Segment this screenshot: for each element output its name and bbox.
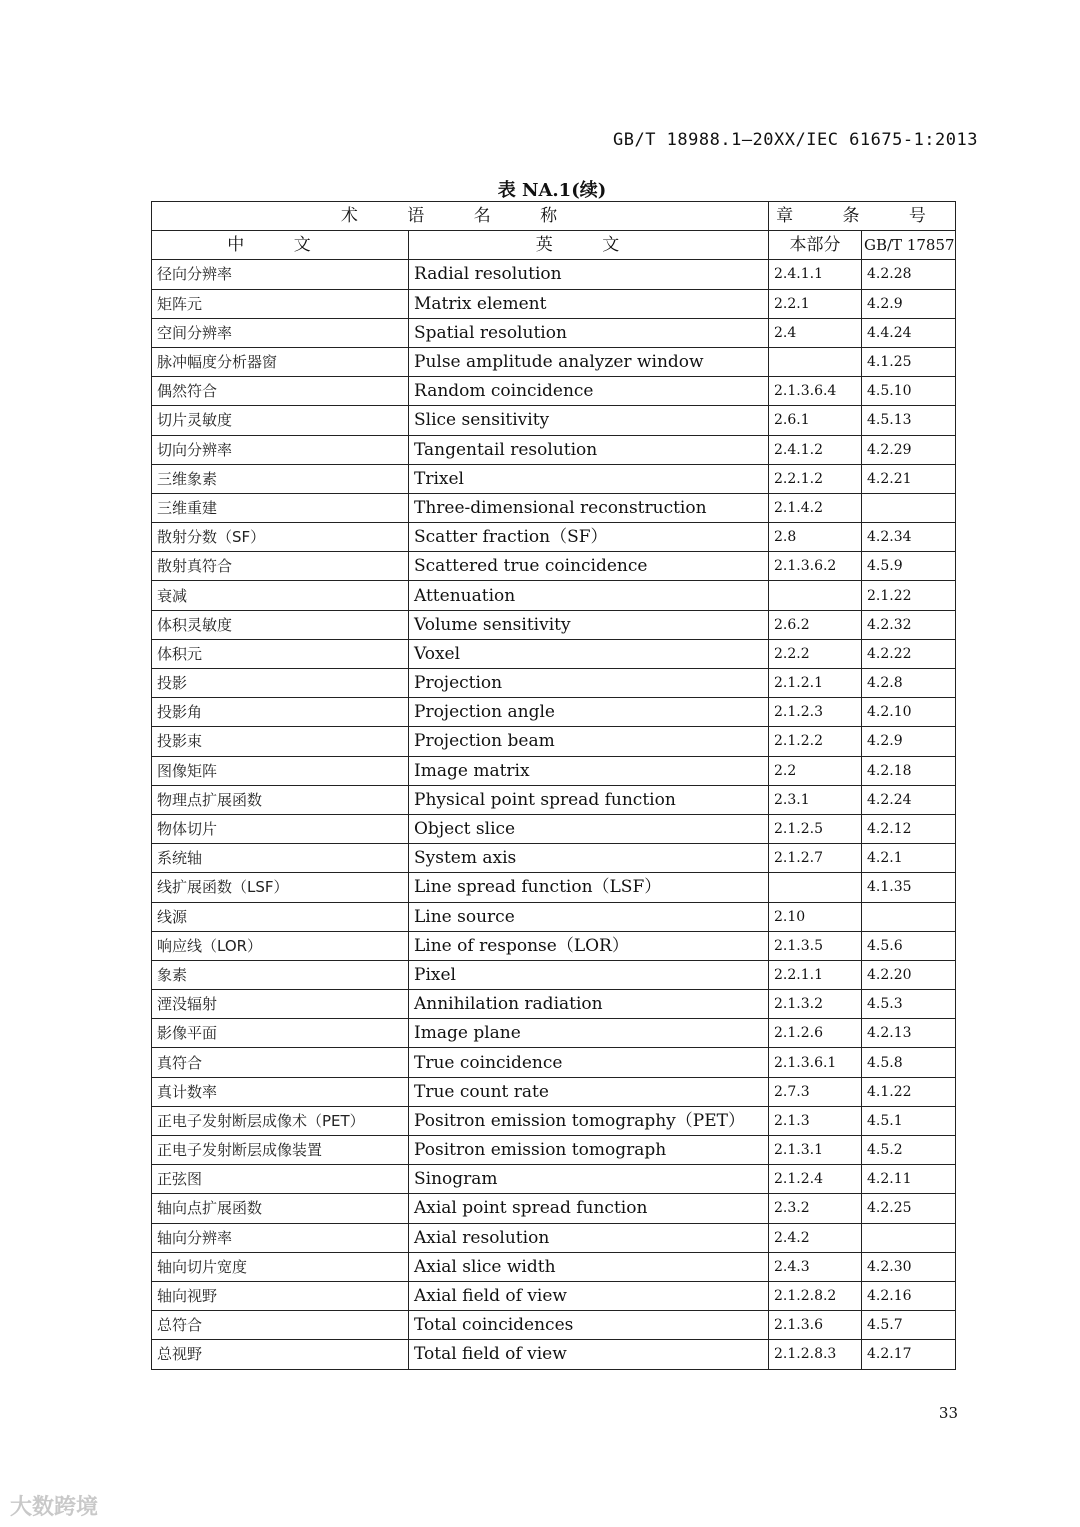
clause-gbt-17857: 4.2.18 [862, 756, 956, 785]
clause-this-part: 2.4.1.1 [769, 260, 862, 289]
header-clause-numbers: 章 条 号 [769, 202, 956, 231]
header-english: 英 文 [409, 231, 769, 260]
term-chinese: 正弦图 [152, 1165, 409, 1194]
clause-this-part: 2.4 [769, 318, 862, 347]
clause-gbt-17857: 4.2.9 [862, 289, 956, 318]
term-english: Random coincidence [409, 377, 769, 406]
table-row [152, 347, 956, 376]
term-chinese: 正电子发射断层成像装置 [152, 1136, 409, 1165]
term-chinese: 影像平面 [152, 1019, 409, 1048]
table-row [152, 552, 956, 581]
term-english: Pulse amplitude analyzer window [409, 347, 769, 376]
table-row [152, 435, 956, 464]
table-row [152, 1194, 956, 1223]
clause-gbt-17857: 4.5.10 [862, 377, 956, 406]
table-row [152, 639, 956, 668]
term-english: Positron emission tomograph [409, 1136, 769, 1165]
term-english: Spatial resolution [409, 318, 769, 347]
clause-this-part: 2.1.3.2 [769, 990, 862, 1019]
clause-gbt-17857 [862, 902, 956, 931]
clause-gbt-17857: 4.2.9 [862, 727, 956, 756]
term-english: Axial field of view [409, 1281, 769, 1310]
clause-this-part: 2.7.3 [769, 1077, 862, 1106]
term-chinese: 三维重建 [152, 493, 409, 522]
clause-this-part: 2.4.1.2 [769, 435, 862, 464]
term-english: Trixel [409, 464, 769, 493]
clause-gbt-17857: 4.2.17 [862, 1340, 956, 1369]
header-this-part: 本部分 [769, 231, 862, 260]
clause-this-part [769, 873, 862, 902]
clause-this-part: 2.4.3 [769, 1252, 862, 1281]
clause-gbt-17857: 4.5.2 [862, 1136, 956, 1165]
clause-this-part: 2.1.4.2 [769, 493, 862, 522]
clause-this-part: 2.2.1.1 [769, 960, 862, 989]
term-chinese: 三维象素 [152, 464, 409, 493]
clause-gbt-17857: 4.4.24 [862, 318, 956, 347]
table-title: 表 NA.1(续) [497, 180, 607, 201]
clause-gbt-17857: 4.2.10 [862, 698, 956, 727]
table-row [152, 464, 956, 493]
term-english: Image plane [409, 1019, 769, 1048]
table-row [152, 902, 956, 931]
table-row [152, 698, 956, 727]
term-english: Tangentail resolution [409, 435, 769, 464]
term-chinese: 投影束 [152, 727, 409, 756]
term-english: Pixel [409, 960, 769, 989]
clause-gbt-17857: 4.2.20 [862, 960, 956, 989]
term-chinese: 轴向切片宽度 [152, 1252, 409, 1281]
clause-this-part: 2.2 [769, 756, 862, 785]
term-chinese: 真符合 [152, 1048, 409, 1077]
clause-gbt-17857: 4.2.16 [862, 1281, 956, 1310]
term-chinese: 物理点扩展函数 [152, 785, 409, 814]
clause-gbt-17857: 4.1.22 [862, 1077, 956, 1106]
clause-gbt-17857: 4.2.24 [862, 785, 956, 814]
clause-this-part: 2.1.3.6.2 [769, 552, 862, 581]
table-row [152, 873, 956, 902]
term-english: System axis [409, 844, 769, 873]
term-english: Voxel [409, 639, 769, 668]
table-row [152, 1048, 956, 1077]
term-english: Image matrix [409, 756, 769, 785]
clause-gbt-17857: 4.5.6 [862, 931, 956, 960]
term-chinese: 轴向视野 [152, 1281, 409, 1310]
table-row [152, 785, 956, 814]
clause-gbt-17857: 4.5.9 [862, 552, 956, 581]
term-english: Line spread function（LSF） [409, 873, 769, 902]
clause-this-part: 2.1.2.7 [769, 844, 862, 873]
clause-gbt-17857: 4.2.34 [862, 523, 956, 552]
clause-this-part: 2.1.3.6.4 [769, 377, 862, 406]
clause-gbt-17857: 4.2.12 [862, 814, 956, 843]
table-row [152, 377, 956, 406]
table-row [152, 727, 956, 756]
term-english: Volume sensitivity [409, 610, 769, 639]
term-chinese: 空间分辨率 [152, 318, 409, 347]
term-english: Line source [409, 902, 769, 931]
table-row [152, 493, 956, 522]
clause-gbt-17857: 4.5.8 [862, 1048, 956, 1077]
term-chinese: 象素 [152, 960, 409, 989]
term-chinese: 矩阵元 [152, 289, 409, 318]
clause-gbt-17857 [862, 1223, 956, 1252]
header-gbt-17857: GB/T 17857 [862, 231, 956, 260]
clause-this-part: 2.1.2.8.3 [769, 1340, 862, 1369]
table-row [152, 1252, 956, 1281]
clause-this-part: 2.1.3.1 [769, 1136, 862, 1165]
clause-this-part: 2.4.2 [769, 1223, 862, 1252]
clause-gbt-17857: 4.1.25 [862, 347, 956, 376]
term-chinese: 投影角 [152, 698, 409, 727]
term-english: True count rate [409, 1077, 769, 1106]
clause-this-part: 2.8 [769, 523, 862, 552]
table-row [152, 669, 956, 698]
clause-this-part: 2.1.3 [769, 1106, 862, 1135]
term-english: Physical point spread function [409, 785, 769, 814]
clause-gbt-17857: 4.5.3 [862, 990, 956, 1019]
table-row [152, 318, 956, 347]
clause-this-part: 2.1.2.2 [769, 727, 862, 756]
term-english: Total field of view [409, 1340, 769, 1369]
term-english: Projection angle [409, 698, 769, 727]
table-row [152, 844, 956, 873]
term-english: Sinogram [409, 1165, 769, 1194]
clause-this-part: 2.3.1 [769, 785, 862, 814]
document-header-code: GB/T 18988.1—20XX/IEC 61675-1:2013 [613, 130, 978, 150]
clause-gbt-17857: 4.2.25 [862, 1194, 956, 1223]
clause-gbt-17857 [862, 493, 956, 522]
clause-gbt-17857: 4.2.22 [862, 639, 956, 668]
term-chinese: 湮没辐射 [152, 990, 409, 1019]
term-english: Object slice [409, 814, 769, 843]
term-english: Annihilation radiation [409, 990, 769, 1019]
clause-this-part: 2.1.2.1 [769, 669, 862, 698]
term-chinese: 图像矩阵 [152, 756, 409, 785]
table-row [152, 960, 956, 989]
term-english: Axial slice width [409, 1252, 769, 1281]
term-english: Projection beam [409, 727, 769, 756]
clause-gbt-17857: 4.2.8 [862, 669, 956, 698]
clause-gbt-17857: 4.2.30 [862, 1252, 956, 1281]
table-row [152, 610, 956, 639]
term-chinese: 系统轴 [152, 844, 409, 873]
term-chinese: 散射真符合 [152, 552, 409, 581]
term-english: Positron emission tomography（PET） [409, 1106, 769, 1135]
table-row [152, 814, 956, 843]
clause-gbt-17857: 4.2.29 [862, 435, 956, 464]
term-english: Attenuation [409, 581, 769, 610]
clause-this-part: 2.2.1 [769, 289, 862, 318]
table-row [152, 1311, 956, 1340]
clause-this-part: 2.3.2 [769, 1194, 862, 1223]
clause-this-part: 2.1.3.6.1 [769, 1048, 862, 1077]
clause-gbt-17857: 4.5.13 [862, 406, 956, 435]
clause-gbt-17857: 4.2.21 [862, 464, 956, 493]
term-chinese: 体积灵敏度 [152, 610, 409, 639]
clause-this-part: 2.2.1.2 [769, 464, 862, 493]
term-chinese: 脉冲幅度分析器窗 [152, 347, 409, 376]
clause-this-part: 2.1.2.6 [769, 1019, 862, 1048]
term-chinese: 轴向点扩展函数 [152, 1194, 409, 1223]
term-chinese: 总视野 [152, 1340, 409, 1369]
clause-this-part [769, 347, 862, 376]
clause-gbt-17857: 4.2.13 [862, 1019, 956, 1048]
table-row [152, 1019, 956, 1048]
term-english: Axial point spread function [409, 1194, 769, 1223]
term-chinese: 体积元 [152, 639, 409, 668]
table-row [152, 406, 956, 435]
term-english: Scatter fraction（SF） [409, 523, 769, 552]
term-english: True coincidence [409, 1048, 769, 1077]
table-header-row-2 [152, 231, 956, 260]
clause-gbt-17857: 4.5.7 [862, 1311, 956, 1340]
term-chinese: 衰减 [152, 581, 409, 610]
clause-gbt-17857: 4.1.35 [862, 873, 956, 902]
clause-this-part: 2.6.1 [769, 406, 862, 435]
clause-this-part: 2.6.2 [769, 610, 862, 639]
term-english: Radial resolution [409, 260, 769, 289]
term-chinese: 总符合 [152, 1311, 409, 1340]
header-chinese: 中 文 [152, 231, 409, 260]
clause-this-part: 2.1.3.5 [769, 931, 862, 960]
table-header-row-1 [152, 202, 956, 231]
clause-this-part: 2.1.2.5 [769, 814, 862, 843]
table-row [152, 289, 956, 318]
clause-gbt-17857: 4.2.28 [862, 260, 956, 289]
term-english: Matrix element [409, 289, 769, 318]
term-chinese: 真计数率 [152, 1077, 409, 1106]
term-chinese: 投影 [152, 669, 409, 698]
term-chinese: 物体切片 [152, 814, 409, 843]
term-chinese: 切片灵敏度 [152, 406, 409, 435]
table-row [152, 1165, 956, 1194]
term-chinese: 偶然符合 [152, 377, 409, 406]
term-chinese: 轴向分辨率 [152, 1223, 409, 1252]
table-row [152, 1106, 956, 1135]
table-row [152, 756, 956, 785]
table-row [152, 1077, 956, 1106]
table-row [152, 1223, 956, 1252]
page-number: 33 [938, 1404, 958, 1422]
clause-gbt-17857: 4.5.1 [862, 1106, 956, 1135]
table-row [152, 260, 956, 289]
watermark-logo: 大数跨境 [10, 1495, 99, 1520]
term-chinese: 径向分辨率 [152, 260, 409, 289]
term-english: Total coincidences [409, 1311, 769, 1340]
clause-this-part: 2.1.2.3 [769, 698, 862, 727]
clause-this-part: 2.1.2.8.2 [769, 1281, 862, 1310]
table-row [152, 931, 956, 960]
term-chinese: 散射分数（SF） [152, 523, 409, 552]
table-row [152, 1281, 956, 1310]
term-english: Three-dimensional reconstruction [409, 493, 769, 522]
term-chinese: 线扩展函数（LSF） [152, 873, 409, 902]
clause-this-part: 2.2.2 [769, 639, 862, 668]
table-row [152, 581, 956, 610]
term-chinese: 切向分辨率 [152, 435, 409, 464]
term-english: Slice sensitivity [409, 406, 769, 435]
clause-this-part: 2.10 [769, 902, 862, 931]
term-english: Axial resolution [409, 1223, 769, 1252]
clause-gbt-17857: 2.1.22 [862, 581, 956, 610]
term-chinese: 响应线（LOR） [152, 931, 409, 960]
table-row [152, 1136, 956, 1165]
term-english: Line of response（LOR） [409, 931, 769, 960]
clause-gbt-17857: 4.2.32 [862, 610, 956, 639]
term-chinese: 正电子发射断层成像术（PET） [152, 1106, 409, 1135]
table-row [152, 523, 956, 552]
terms-table [151, 201, 956, 1370]
clause-this-part [769, 581, 862, 610]
table-row [152, 990, 956, 1019]
term-english: Projection [409, 669, 769, 698]
clause-gbt-17857: 4.2.1 [862, 844, 956, 873]
clause-this-part: 2.1.2.4 [769, 1165, 862, 1194]
header-term-names: 术 语 名 称 [152, 202, 769, 231]
term-chinese: 线源 [152, 902, 409, 931]
table-row [152, 1340, 956, 1369]
term-english: Scattered true coincidence [409, 552, 769, 581]
clause-this-part: 2.1.3.6 [769, 1311, 862, 1340]
clause-gbt-17857: 4.2.11 [862, 1165, 956, 1194]
